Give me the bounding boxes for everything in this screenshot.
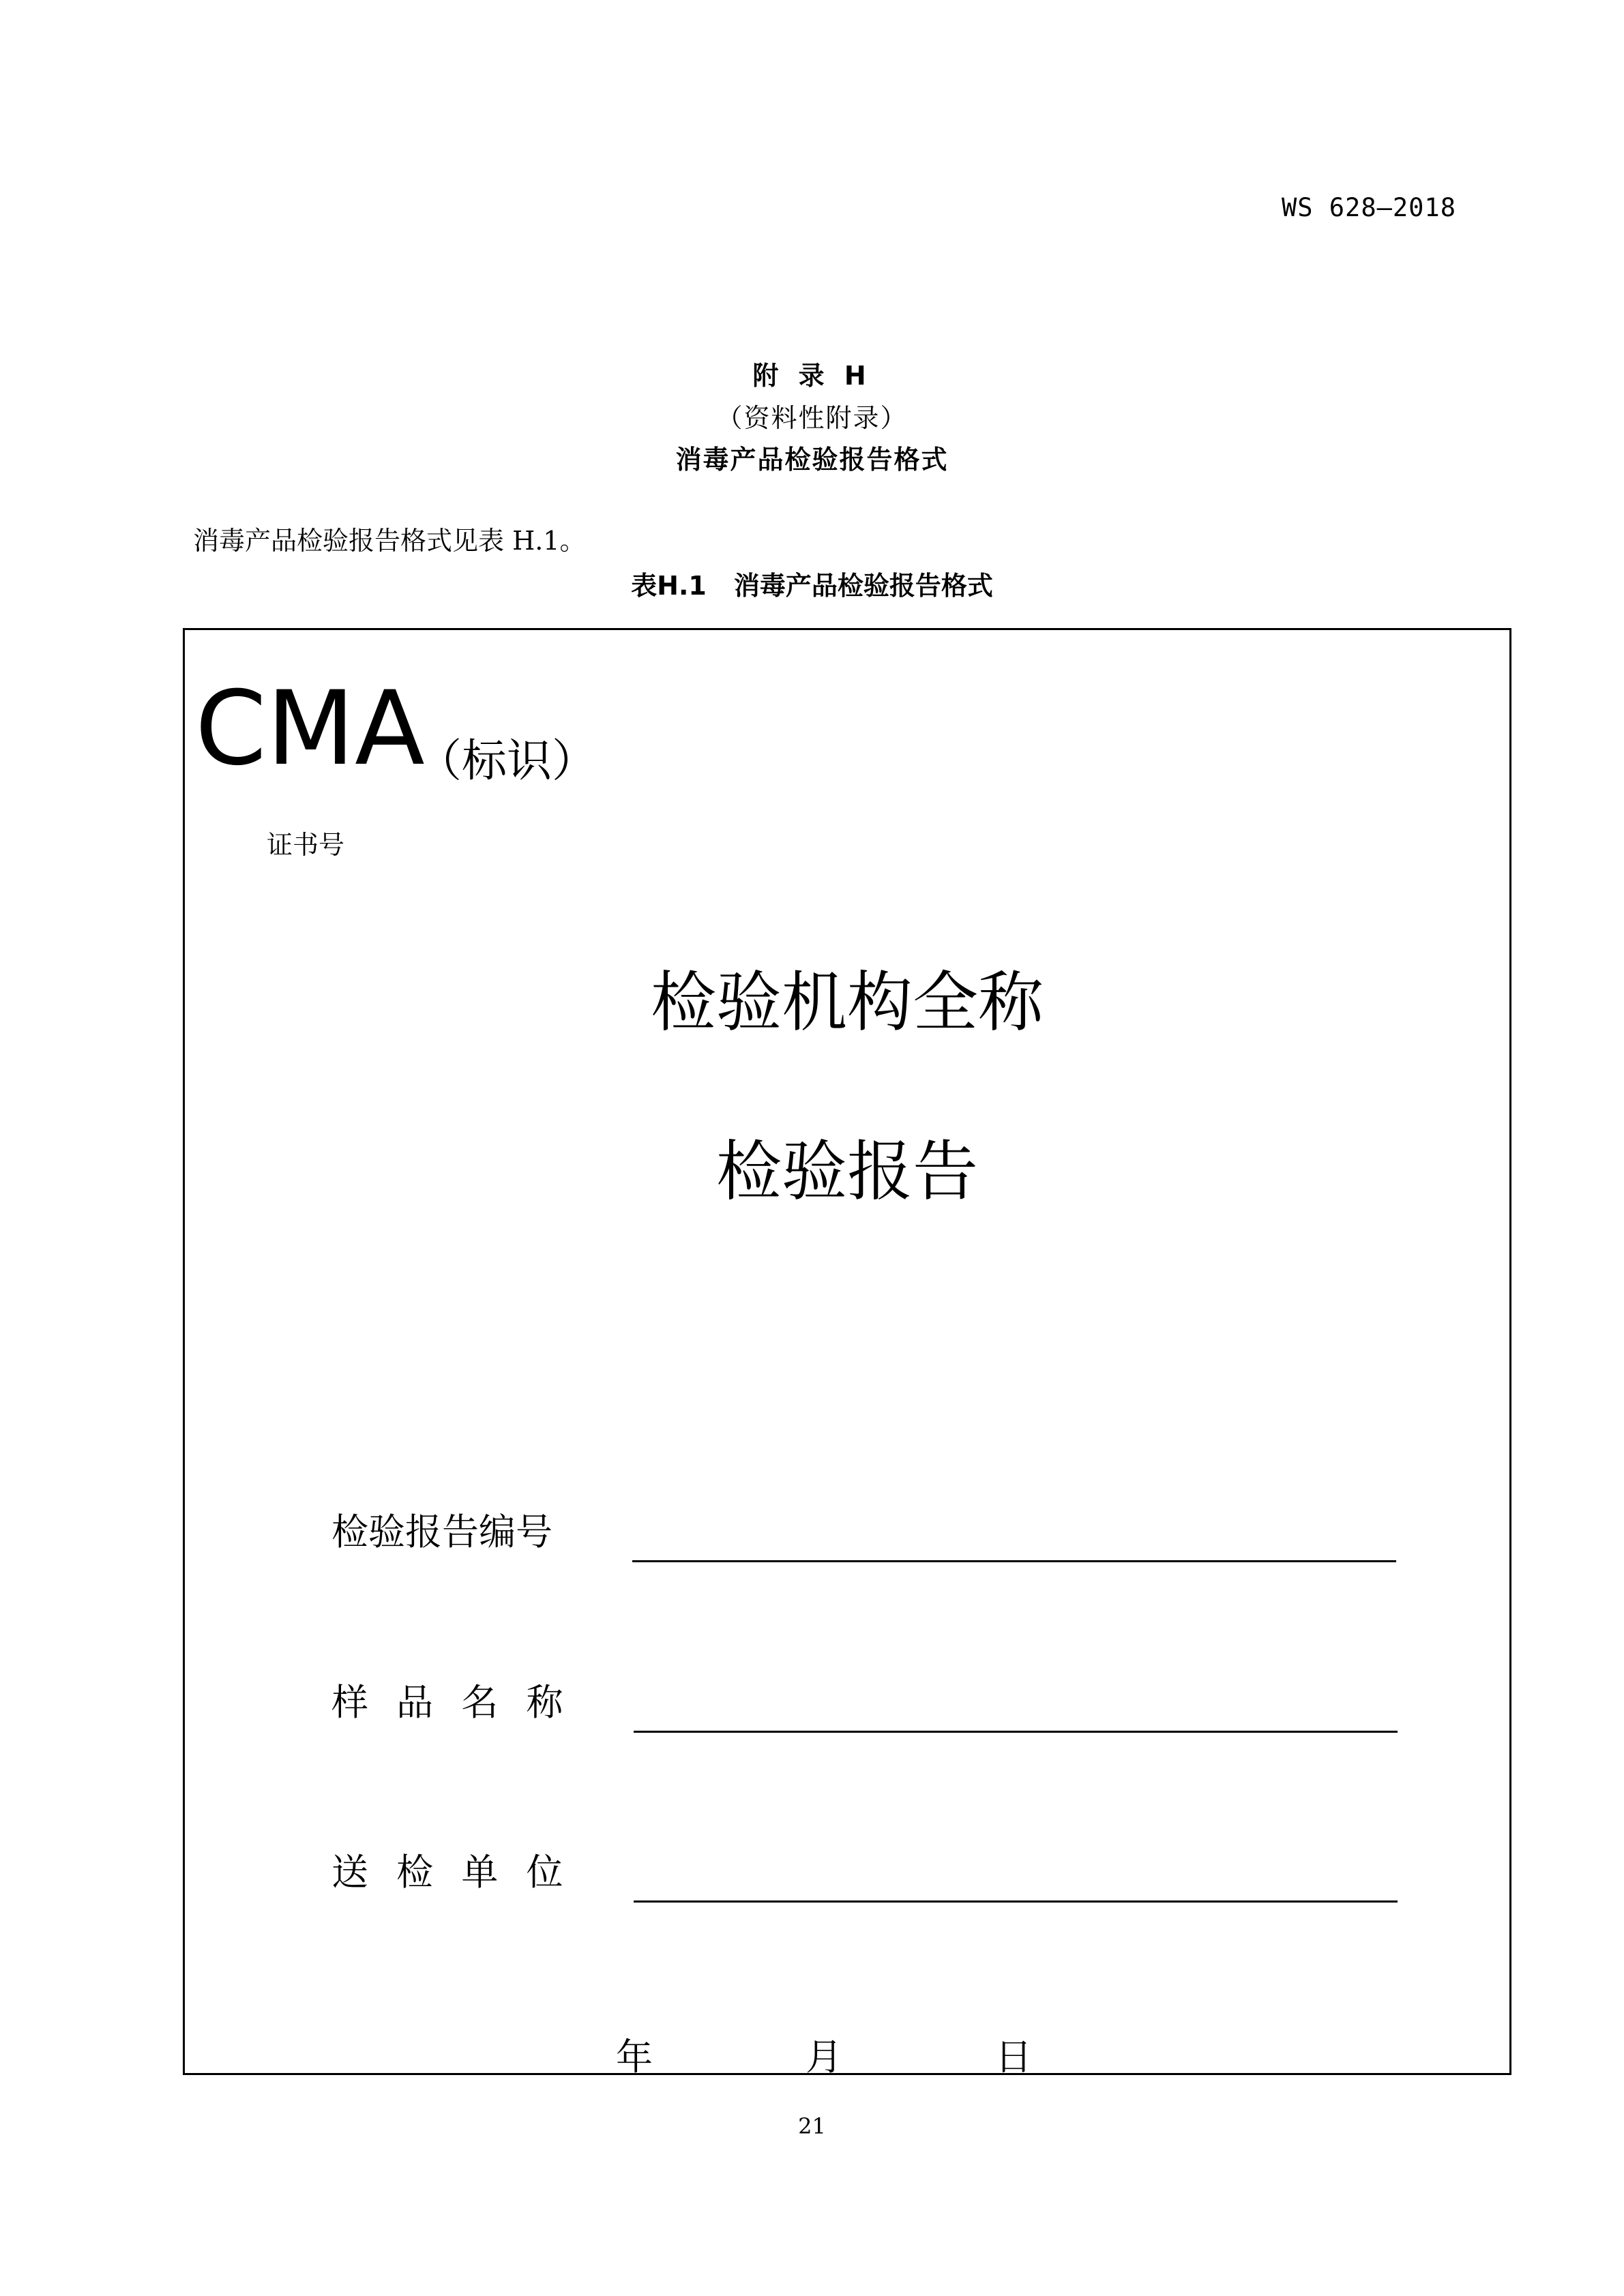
intro-paragraph: 消毒产品检验报告格式见表 H.1。 — [193, 526, 586, 556]
date-year-label: 年 — [616, 2036, 653, 2078]
cma-mark-note: （标识） — [417, 734, 597, 787]
certificate-number-label: 证书号 — [267, 830, 345, 860]
report-title: 检验报告 — [716, 1133, 978, 1210]
submitting-unit-label: 送 检 单 位 — [331, 1851, 563, 1894]
appendix-name: 消毒产品检验报告格式 — [675, 445, 949, 475]
submitting-unit-input[interactable] — [634, 1900, 1398, 1903]
table-caption-number: 表H.1 — [631, 571, 707, 601]
appendix-title: 附 录 H — [752, 361, 872, 391]
page-number: 21 — [798, 2113, 826, 2139]
appendix-type: （资料性附录） — [716, 403, 908, 433]
standard-number: WS 628—2018 — [1281, 193, 1456, 222]
table-caption — [0, 565, 1624, 602]
date-day-label: 日 — [995, 2036, 1032, 2078]
report-number-input[interactable] — [632, 1560, 1396, 1562]
report-number-label: 检验报告编号 — [331, 1510, 552, 1553]
sample-name-label: 样 品 名 称 — [331, 1681, 563, 1724]
sample-name-input[interactable] — [634, 1731, 1398, 1733]
cma-mark: CMA — [195, 670, 425, 788]
report-form-frame — [183, 628, 1511, 2078]
institution-name: 检验机构全称 — [651, 964, 1044, 1041]
date-month-label: 月 — [806, 2036, 842, 2078]
table-caption-title: 消毒产品检验报告格式 — [733, 571, 993, 601]
